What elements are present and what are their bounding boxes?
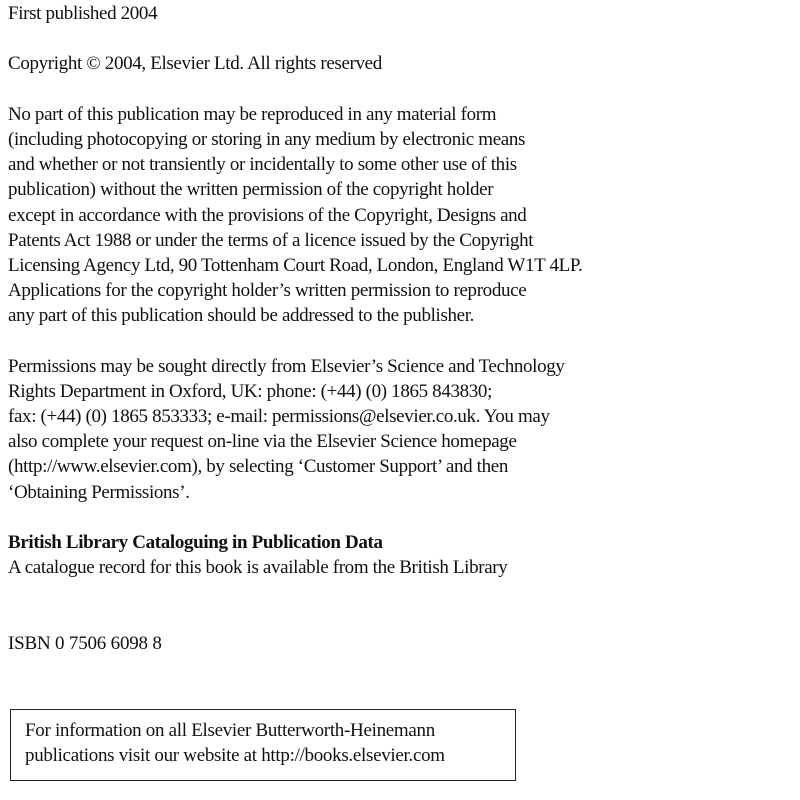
reproduction-notice-line: No part of this publication may be reproduced in any material form [8, 103, 497, 125]
isbn: ISBN 0 7506 6098 8 [8, 633, 162, 654]
cataloguing-text: A catalogue record for this book is available from the British Library [8, 557, 508, 579]
spacer [8, 26, 793, 51]
permissions-line: (http://www.elsevier.com), by selecting ‘Customer Support’ and then [8, 456, 508, 478]
info-box-line: publications visit our website at http://books.elsevier.com [25, 745, 445, 767]
reproduction-notice [8, 102, 793, 329]
permissions-line: ‘Obtaining Permissions’. [8, 481, 190, 503]
reproduction-notice-line: Applications for the copyright holder’s written permission to reproduce [8, 280, 527, 302]
reproduction-notice-line: except in accordance with the provisions of the Copyright, Designs and [8, 204, 527, 226]
copyright-notice: Copyright © 2004, Elsevier Ltd. All rights reserved [8, 53, 382, 75]
reproduction-notice-line: Patents Act 1988 or under the terms of a licence issued by the Copyright [8, 229, 534, 251]
reproduction-notice-line: publication) without the written permission of the copyright holder [8, 179, 494, 201]
website-info-box [10, 709, 516, 781]
permissions-notice [8, 354, 793, 505]
permissions-line: fax: (+44) (0) 1865 853333; e-mail: permissions@elsevier.co.uk. You may [8, 406, 550, 427]
cataloguing-section [8, 530, 793, 580]
reproduction-notice-line: and whether or not transiently or incidentally to some other use of this [8, 154, 517, 176]
reproduction-notice-line: any part of this publication should be addressed to the publisher. [8, 305, 475, 327]
copyright-page [8, 1, 793, 580]
cataloguing-heading: British Library Cataloguing in Publication Data [8, 531, 383, 553]
permissions-line: Permissions may be sought directly from Elsevier’s Science and Technology [8, 355, 565, 377]
permissions-line: also complete your request on-line via the Elsevier Science homepage [8, 431, 517, 453]
spacer [8, 505, 793, 530]
spacer [8, 77, 793, 102]
permissions-line: Rights Department in Oxford, UK: phone: (+44) (0) 1865 843830; [8, 380, 492, 402]
spacer [8, 328, 793, 353]
reproduction-notice-line: (including photocopying or storing in any medium by electronic means [8, 128, 526, 150]
reproduction-notice-line: Licensing Agency Ltd, 90 Tottenham Court Road, London, England W1T 4LP. [8, 254, 583, 276]
first-published: First published 2004 [8, 3, 158, 24]
info-box-line: For information on all Elsevier Butterworth-Heinemann [25, 720, 435, 741]
